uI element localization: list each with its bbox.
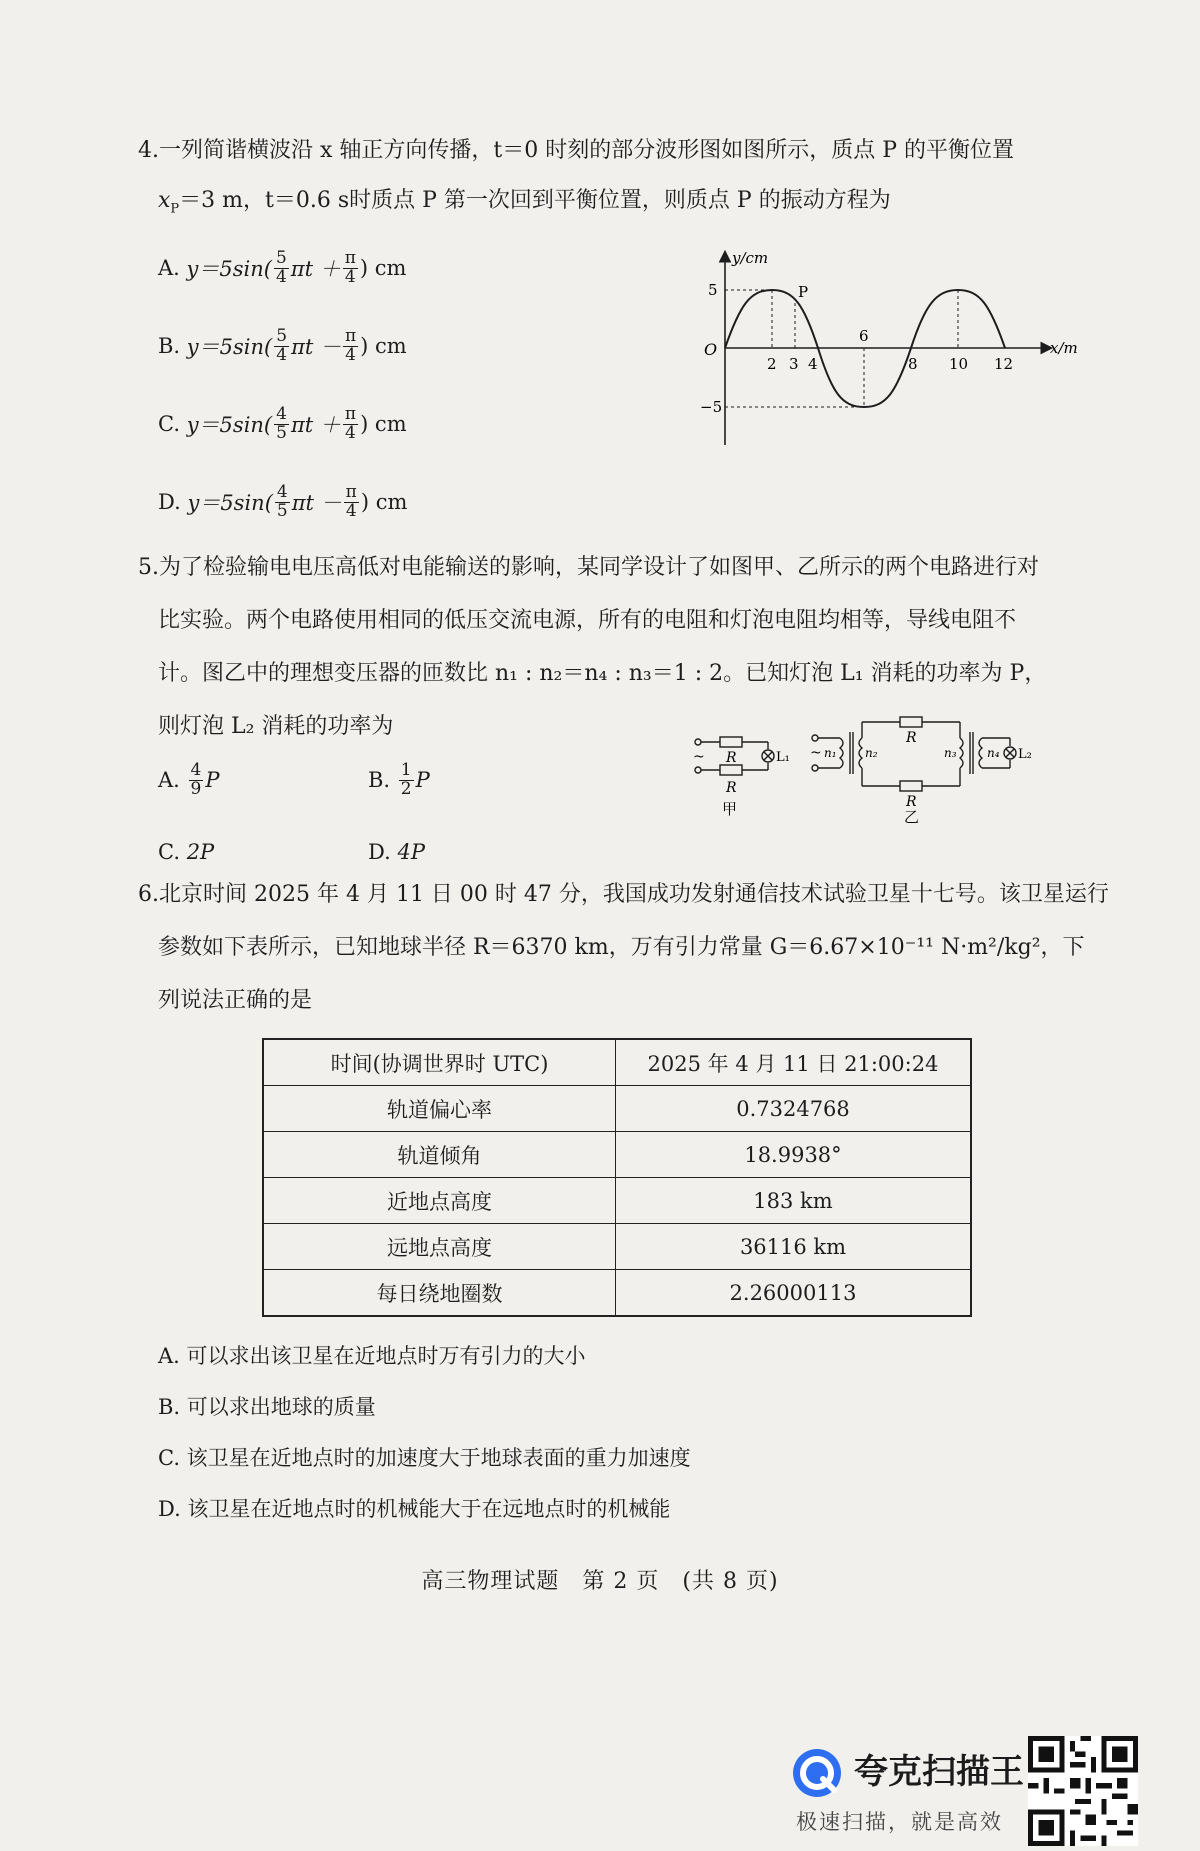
q5-option-b: B. $\frac{1}{2}$ P [368, 760, 430, 799]
q4-stem-line1: 4.一列简谐横波沿 x 轴正方向传播，t＝0 时刻的部分波形图如图所示，质点 P 的平衡位置 [138, 138, 1015, 163]
q5-option-a: A. $\frac{4}{9}$ P [158, 760, 220, 799]
q6-stem-line3: 列说法正确的是 [158, 988, 313, 1013]
table-cell: 时间(协调世界时 UTC) [263, 1039, 616, 1086]
table-row [263, 1086, 971, 1132]
origin-label: O [704, 340, 718, 359]
coil-n3-label: n₃ [944, 746, 957, 760]
lamp-l1-label: L₁ [776, 750, 790, 765]
coil-n2-label: n₂ [865, 746, 878, 760]
q4-option-a: A. y＝5sin( $\frac{5}{4}$ πt ＋ $\frac{\pi}{4}$ ) cm [158, 248, 407, 287]
q4-option-b: B. y＝5sin( $\frac{5}{4}$ πt － $\frac{\pi}{4}$ ) cm [158, 326, 407, 365]
point-p-label: P [798, 283, 809, 301]
table-cell: 0.7324768 [616, 1086, 972, 1132]
table-cell: 轨道倾角 [263, 1132, 616, 1178]
coil-n1-label: n₁ [824, 746, 837, 760]
table-cell: 183 km [616, 1178, 972, 1224]
q5-option-d: D. 4P [368, 840, 425, 864]
resistor-jia-bottom: R [726, 780, 737, 796]
y-tick-neg5: −5 [700, 398, 723, 416]
page-footer: 高三物理试题 第 2 页 (共 8 页) [421, 1569, 779, 1594]
table-cell: 36116 km [616, 1224, 972, 1270]
label-yi: 乙 [904, 808, 920, 826]
table-cell: 每日绕地圈数 [263, 1270, 616, 1317]
scanner-watermark [790, 1736, 1200, 1851]
x-axis-label: x/m [1050, 339, 1078, 357]
y-tick-5: 5 [708, 281, 718, 299]
q5-stem-line2: 比实验。两个电路使用相同的低压交流电源，所有的电阻和灯泡电阻均相等，导线电阻不 [158, 608, 1017, 633]
q6-option-a: A. 可以求出该卫星在近地点时万有引力的大小 [158, 1344, 586, 1368]
q6-stem-line2: 参数如下表所示，已知地球半径 R＝6370 km，万有引力常量 G＝6.67×10⁻¹¹ N·m²/kg²，下 [158, 935, 1085, 960]
source-jia: ~ [693, 749, 705, 765]
table-cell: 远地点高度 [263, 1224, 616, 1270]
circuit-yi [812, 717, 1016, 791]
table-cell: 近地点高度 [263, 1178, 616, 1224]
qr-code-icon [1028, 1736, 1138, 1846]
satellite-params-table [262, 1038, 972, 1317]
q5-stem-line3: 计。图乙中的理想变压器的匝数比 n₁ : n₂＝n₄ : n₃＝1 : 2。已知灯泡 L₁ 消耗的功率为 P， [158, 661, 1047, 686]
resistor-yi-bottom: R [906, 794, 917, 810]
table-cell: 2025 年 4 月 11 日 21:00:24 [616, 1039, 972, 1086]
table-cell: 2.26000113 [616, 1270, 972, 1317]
scanner-app-name: 夸克扫描王 [854, 1752, 1024, 1792]
x-tick-3: 3 [789, 355, 799, 373]
resistor-yi-top: R [906, 730, 917, 746]
table-row [263, 1224, 971, 1270]
scanner-logo-icon [790, 1746, 844, 1800]
q4-option-d: D. y＝5sin( $\frac{4}{5}$ πt － $\frac{\pi}{4}$ ) cm [158, 482, 408, 521]
table-row [263, 1132, 971, 1178]
y-axis-label: y/cm [732, 249, 769, 267]
q6-stem-line1: 6.北京时间 2025 年 4 月 11 日 00 时 47 分，我国成功发射通信技术试验卫星十七号。该卫星运行 [138, 882, 1109, 907]
x-tick-12: 12 [994, 355, 1014, 373]
q4-option-c: C. y＝5sin( $\frac{4}{5}$ πt ＋ $\frac{\pi}{4}$ ) cm [158, 404, 407, 443]
x-tick-6: 6 [859, 327, 869, 345]
source-yi: ~ [810, 745, 822, 761]
lamp-l2-label: L₂ [1018, 747, 1032, 762]
q5-stem-line4: 则灯泡 L₂ 消耗的功率为 [158, 714, 394, 739]
q5-stem-line1: 5.为了检验输电电压高低对电能输送的影响，某同学设计了如图甲、乙所示的两个电路进行对 [138, 555, 1039, 580]
q5-circuit-diagrams [690, 710, 1090, 830]
table-row [263, 1178, 971, 1224]
q4-stem-line2: $x_P=3$ m，t＝0.6 s时质点 P 第一次回到平衡位置，则质点 P 的振动方程为 [158, 188, 891, 217]
x-tick-10: 10 [949, 355, 969, 373]
q4-wave-graph [690, 245, 1090, 455]
q6-option-b: B. 可以求出地球的质量 [158, 1395, 376, 1419]
table-cell: 轨道偏心率 [263, 1086, 616, 1132]
x-tick-4: 4 [808, 355, 818, 373]
table-cell: 18.9938° [616, 1132, 972, 1178]
coil-n4-label: n₄ [987, 746, 1000, 760]
q6-option-c: C. 该卫星在近地点时的加速度大于地球表面的重力加速度 [158, 1446, 691, 1470]
x-tick-2: 2 [767, 355, 777, 373]
q5-option-c: C. 2P [158, 840, 215, 864]
x-tick-8: 8 [908, 355, 918, 373]
q6-option-d: D. 该卫星在近地点时的机械能大于在远地点时的机械能 [158, 1497, 671, 1521]
table-row [263, 1270, 971, 1317]
table-row [263, 1039, 971, 1086]
scanner-slogan: 极速扫描，就是高效 [796, 1810, 1003, 1834]
resistor-jia-top: R [726, 750, 737, 766]
label-jia: 甲 [722, 800, 738, 818]
